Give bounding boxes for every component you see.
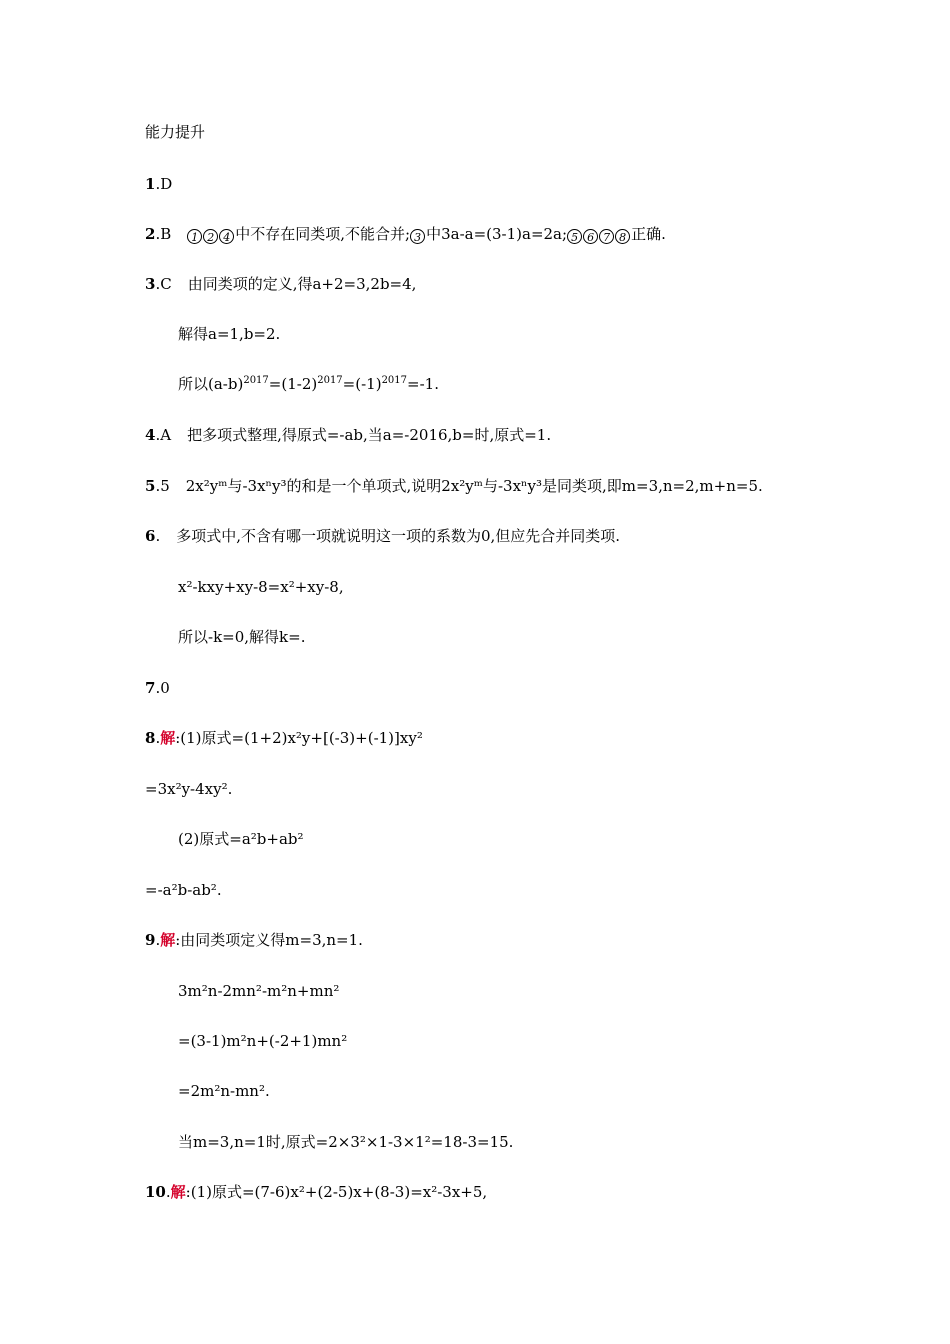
answer-9-line-5: 当m=3,n=1时,原式=2×3²×1-3×1²=18-3=15. (178, 1133, 514, 1151)
answer-9: 9.解:由同类项定义得m=3,n=1. (145, 931, 363, 949)
answer-8-line-3: (2)原式=a²b+ab² (178, 830, 304, 848)
answer-8-line-2: =3x²y-4xy². (145, 780, 233, 798)
circled-number: 7 (599, 229, 614, 244)
question-number: 7 (145, 679, 156, 697)
answer-10: 10.解:(1)原式=(7-6)x²+(2-5)x+(8-3)=x²-3x+5, (145, 1183, 488, 1201)
circled-number: 4 (219, 229, 234, 244)
answer-text: 中3a-a=(3-1)a=2a; (426, 225, 568, 243)
answer-choice: 5 (160, 477, 170, 495)
exponent: 2017 (381, 375, 408, 386)
answer-choice: C (160, 275, 172, 293)
answer-8-line-4: =-a²b-ab². (145, 881, 222, 899)
answer-3-line-2: 解得a=1,b=2. (178, 325, 281, 343)
answer-choice: D (160, 175, 173, 193)
answer-text: :(1)原式=(1+2)x²y+[(-3)+(-1)]xy² (175, 729, 423, 747)
answer-6: 6. 多项式中,不含有哪一项就说明这一项的系数为0,但应先合并同类项. (145, 527, 621, 545)
answer-text: :(1)原式=(7-6)x²+(2-5)x+(8-3)=x²-3x+5, (185, 1183, 488, 1201)
answer-3-line-3 (178, 374, 439, 394)
question-number: 9 (145, 931, 156, 949)
answer-text: 由同类项的定义,得a+2=3,2b=4, (187, 275, 417, 293)
answer-7: 7.0 (145, 679, 170, 697)
answer-5: 5.5 2x²yᵐ与-3xⁿy³的和是一个单项式,说明2x²yᵐ与-3xⁿy³是同类项,即m=3,n=2,m+n=5. (145, 477, 763, 495)
circled-number: 5 (567, 229, 582, 244)
circled-number: 3 (410, 229, 425, 244)
answer-9-line-3: =(3-1)m²n+(-2+1)mn² (178, 1032, 348, 1050)
circled-number: 1 (187, 229, 202, 244)
question-number: 1 (145, 175, 156, 193)
question-number: 6 (145, 527, 156, 545)
answer-choice: B (160, 225, 172, 243)
answer-text: :由同类项定义得m=3,n=1. (175, 931, 363, 949)
answer-6-line-2: x²-kxy+xy-8=x²+xy-8, (178, 578, 344, 596)
exponent: 2017 (243, 375, 269, 386)
answer-6-line-3: 所以-k=0,解得k=. (178, 628, 306, 646)
circled-number: 6 (583, 229, 598, 244)
section-heading: 能力提升 (145, 123, 206, 141)
circled-number: 8 (615, 229, 630, 244)
answer-3: 3.C 由同类项的定义,得a+2=3,2b=4, (145, 275, 417, 293)
solution-label: 解 (160, 931, 176, 949)
answer-8: 8.解:(1)原式=(1+2)x²y+[(-3)+(-1)]xy² (145, 729, 423, 747)
answer-2: 2.B 1 2 4 中不存在同类项,不能合并; 3 中3a-a=(3-1)a=2a; 5 6 7 8 正确. (145, 225, 666, 244)
circled-number: 2 (203, 229, 218, 244)
question-number: 5 (145, 477, 156, 495)
expr-part: 所以(a-b) (178, 375, 244, 393)
question-number: 10 (145, 1183, 166, 1201)
expr-part: =(1-2) (268, 375, 318, 393)
expr-part: =(-1) (342, 375, 382, 393)
answer-text: 多项式中,不含有哪一项就说明这一项的系数为0,但应先合并同类项. (176, 527, 621, 545)
answer-choice: A (160, 426, 172, 444)
answer-text: 2x²yᵐ与-3xⁿy³的和是一个单项式,说明2x²yᵐ与-3xⁿy³是同类项,即m=3,n=2,m+n=5. (185, 477, 763, 495)
answer-4: 4.A 把多项式整理,得原式=-ab,当a=-2016,b=时,原式=1. (145, 426, 552, 444)
question-number: 3 (145, 275, 156, 293)
answer-text: 把多项式整理,得原式=-ab,当a=-2016,b=时,原式=1. (187, 426, 552, 444)
solution-label: 解 (170, 1183, 186, 1201)
question-number: 8 (145, 729, 156, 747)
exponent: 2017 (317, 375, 343, 386)
answer-9-line-2: 3m²n-2mn²-m²n+mn² (178, 982, 340, 1000)
solution-label: 解 (160, 729, 176, 747)
question-number: 4 (145, 426, 156, 444)
answer-text: 正确. (631, 225, 666, 243)
expr-part: =-1. (407, 375, 439, 393)
answer-text: 中不存在同类项,不能合并; (235, 225, 411, 243)
answer-9-line-4: =2m²n-mn². (178, 1082, 270, 1100)
answer-choice: 0 (160, 679, 170, 697)
question-number: 2 (145, 225, 156, 243)
answer-1: 1.D (145, 175, 173, 193)
